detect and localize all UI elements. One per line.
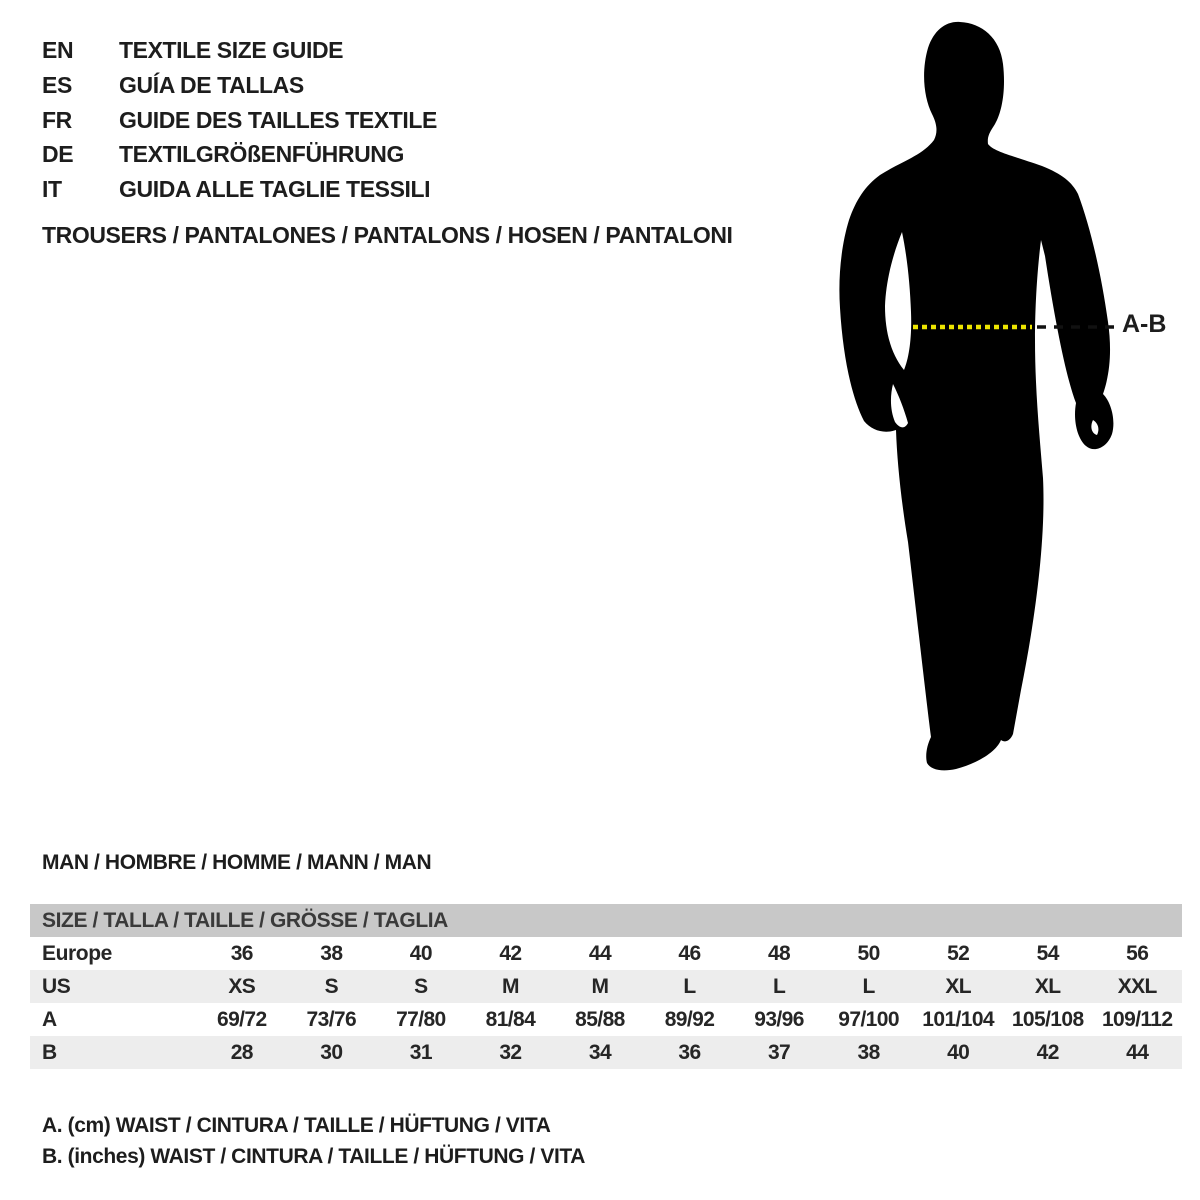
size-cell: 40 [409,941,432,965]
size-cell: 31 [409,1040,432,1064]
size-cell: 40 [947,1040,970,1064]
section-title-man: MAN / HOMBRE / HOMME / MANN / MAN [42,851,432,874]
language-code: FR [42,106,72,133]
size-cell: 36 [230,941,253,965]
size-cell: 56 [1126,941,1149,965]
size-cell: XXL [1117,974,1157,998]
language-title: GUIDE DES TAILLES TEXTILE [119,106,437,133]
table-row-b-inches [30,1036,1182,1069]
row-label: Europe [42,941,112,965]
size-cell: 38 [857,1040,880,1064]
size-cell: 77/80 [396,1007,446,1031]
man-silhouette-body [839,22,1113,770]
language-title: TEXTILGRÖßENFÜHRUNG [119,141,404,168]
row-label: US [42,974,71,998]
table-row-us [30,970,1182,1003]
language-code: IT [42,176,62,203]
size-cell: 50 [857,941,880,965]
size-cell: 37 [767,1040,791,1064]
size-table-header: SIZE / TALLA / TAILLE / GRÖSSE / TAGLIA [30,904,1182,937]
size-cell: XS [228,974,256,998]
size-cell: M [501,974,519,998]
language-code: EN [42,37,74,63]
size-cell: 36 [678,1040,701,1064]
size-cell: 38 [320,941,343,965]
size-cell: 85/88 [575,1007,625,1031]
table-row-a-cm [30,1003,1182,1036]
language-code: ES [42,71,72,98]
size-cell: L [862,974,875,998]
language-title: GUIDA ALLE TAGLIE TESSILI [119,176,431,203]
size-cell: 42 [1036,1040,1059,1064]
size-cell: 73/76 [306,1007,357,1031]
size-table [30,904,1182,1069]
size-cell: 81/84 [485,1007,536,1031]
size-cell: M [591,974,609,998]
row-label: B [42,1040,57,1064]
footnote-a: A. (cm) WAIST / CINTURA / TAILLE / HÜFTUNG / VITA [42,1114,551,1137]
size-cell: 105/108 [1011,1007,1084,1031]
size-cell: S [414,974,428,998]
size-cell: 97/100 [838,1007,899,1031]
size-cell: 101/104 [922,1007,994,1031]
size-cell: 32 [499,1040,522,1064]
size-cell: XL [945,974,971,998]
size-cell: 69/72 [216,1007,267,1031]
footnotes [42,1110,585,1172]
category-title: TROUSERS / PANTALONES / PANTALONS / HOSEN / PANTALONI [42,222,733,248]
size-cell: 44 [588,941,612,965]
size-cell: 93/96 [754,1007,804,1031]
size-cell: 28 [230,1040,253,1064]
language-code: DE [42,141,74,168]
size-cell: XL [1034,974,1061,998]
size-cell: 52 [947,941,970,965]
footnote-b: B. (inches) WAIST / CINTURA / TAILLE / HÜFTUNG / VITA [42,1145,586,1168]
size-cell: 54 [1036,941,1059,965]
size-cell: 30 [320,1040,343,1064]
size-cell: 46 [678,941,701,965]
size-cell: 44 [1126,1040,1149,1064]
table-row-europe [30,937,1182,970]
size-cell: 48 [767,941,791,965]
measure-label: A-B [1122,310,1167,338]
language-title: GUÍA DE TALLAS [119,71,304,98]
size-cell: L [772,974,786,998]
size-cell: L [683,974,696,998]
size-cell: 34 [588,1040,612,1064]
row-label: A [42,1007,57,1031]
size-cell: 42 [499,941,522,965]
size-cell: 89/92 [664,1007,715,1031]
size-cell: 109/112 [1101,1007,1173,1031]
language-title: TEXTILE SIZE GUIDE [119,37,344,63]
size-cell: S [324,974,339,998]
